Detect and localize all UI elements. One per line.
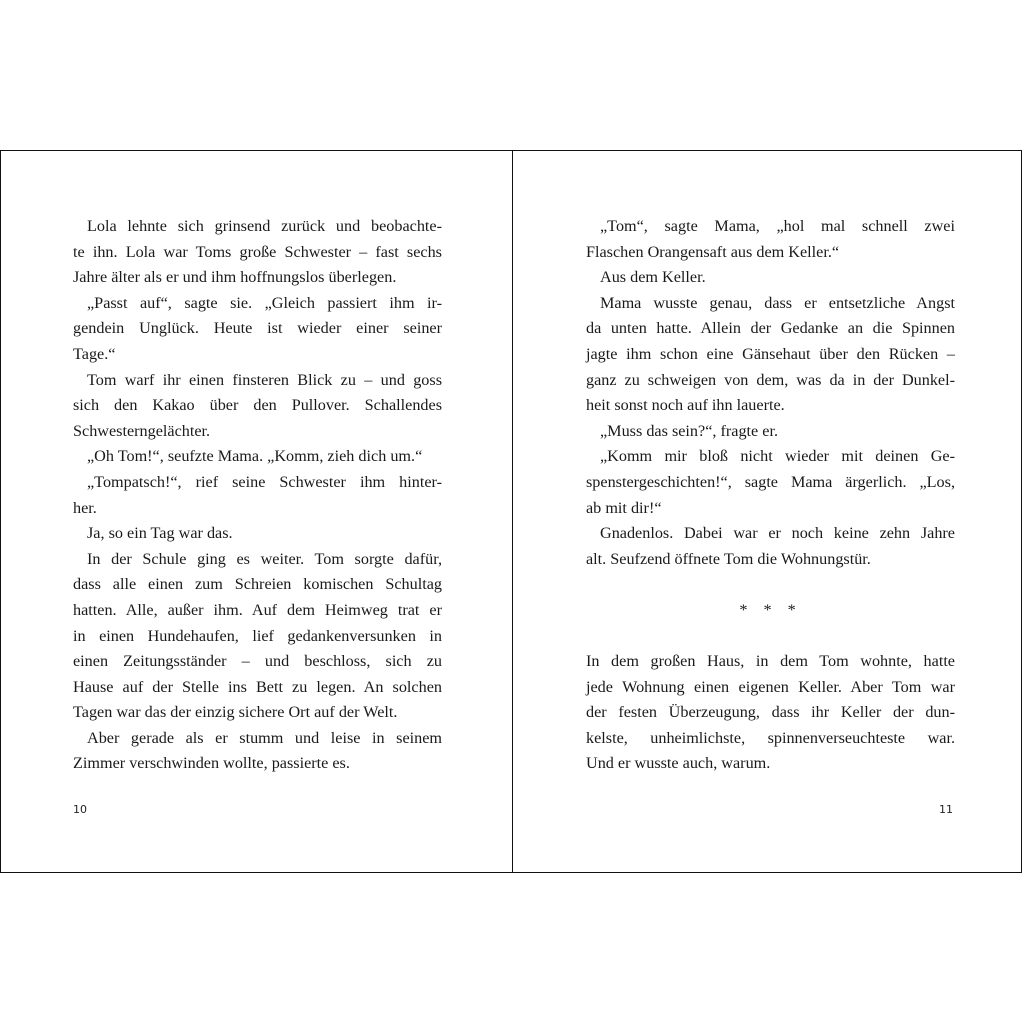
book-spread [0, 150, 1022, 873]
text-line: ab mit dir!“ [586, 498, 662, 517]
text-line: jagte ihm schon eine Gänsehaut über den Rücken – [586, 344, 955, 363]
text-line: dass alle einen zum Schreien komischen Schultag [73, 575, 442, 594]
text-line: Ja, so ein Tag war das. [87, 524, 233, 543]
text-line: da unten hatte. Allein der Gedanke an die Spinnen [586, 319, 955, 338]
blank-line [586, 624, 955, 650]
text-line: Aus dem Keller. [600, 268, 706, 287]
text-line: „Tompatsch!“, rief seine Schwester ihm hinter- [87, 472, 442, 491]
right-page-number: 11 [939, 803, 953, 816]
right-page-text [586, 214, 955, 777]
text-line: te ihn. Lola war Toms große Schwester – fast sechs [73, 242, 442, 261]
section-break: * * * [739, 600, 802, 619]
text-line: In der Schule ging es weiter. Tom sorgte dafür, [87, 549, 442, 568]
text-line: der festen Überzeugung, dass ihr Keller der dun- [586, 703, 955, 722]
text-line: einen Zeitungsständer – und beschloss, sich zu [73, 652, 442, 671]
left-page-text [73, 214, 442, 777]
text-line: In dem großen Haus, in dem Tom wohnte, hatte [586, 652, 955, 671]
right-page [513, 151, 1023, 872]
text-line: Flaschen Orangensaft aus dem Keller.“ [586, 242, 840, 261]
text-line: Tom warf ihr einen finsteren Blick zu – und goss [87, 370, 442, 389]
text-line: Gnadenlos. Dabei war er noch keine zehn Jahre [600, 524, 955, 543]
text-line: ganz zu schweigen von dem, was da in der Dunkel- [586, 370, 955, 389]
blank-line [586, 572, 955, 598]
left-page-number: 10 [73, 803, 87, 816]
left-page [1, 151, 512, 872]
text-line: her. [73, 498, 97, 517]
text-line: „Passt auf“, sagte sie. „Gleich passiert ihm ir- [87, 293, 442, 312]
text-line: Tage.“ [73, 344, 116, 363]
text-line: Und er wusste auch, warum. [586, 754, 771, 773]
text-line: Hause auf der Stelle ins Bett zu legen. An solchen [73, 677, 442, 696]
text-line: Jahre älter als er und ihm hoffnungslos überlegen. [73, 268, 397, 287]
text-line: Schwesterngelächter. [73, 421, 211, 440]
text-line: Mama wusste genau, dass er entsetzliche Angst [600, 293, 955, 312]
text-line: Zimmer verschwinden wollte, passierte es. [73, 754, 350, 773]
text-line: Lola lehnte sich grinsend zurück und beobachte- [87, 217, 442, 235]
text-line: Aber gerade als er stumm und leise in seinem [87, 728, 442, 747]
text-line: „Muss das sein?“, fragte er. [600, 421, 778, 440]
text-line: kelste, unheimlichste, spinnenverseuchteste war. [586, 728, 955, 747]
text-line: spenstergeschichten!“, sagte Mama ärgerlich. „Los, [586, 472, 955, 491]
text-line: in einen Hundehaufen, lief gedankenversunken in [73, 626, 442, 645]
text-line: sich den Kakao über den Pullover. Schallendes [73, 396, 442, 415]
text-line: Tagen war das der einzig sichere Ort auf der Welt. [73, 703, 398, 722]
text-line: „Oh Tom!“, seufzte Mama. „Komm, zieh dich um.“ [87, 447, 423, 466]
text-line: jede Wohnung einen eigenen Keller. Aber Tom war [586, 677, 955, 696]
text-line: alt. Seufzend öffnete Tom die Wohnungstür. [586, 549, 871, 568]
text-line: heit sonst noch auf ihn lauerte. [586, 396, 785, 415]
text-line: „Tom“, sagte Mama, „hol mal schnell zwei [600, 217, 955, 235]
text-line: hatten. Alle, außer ihm. Auf dem Heimweg trat er [73, 600, 442, 619]
text-line: „Komm mir bloß nicht wieder mit deinen Ge- [600, 447, 955, 466]
text-line: gendein Unglück. Heute ist wieder einer seiner [73, 319, 442, 338]
